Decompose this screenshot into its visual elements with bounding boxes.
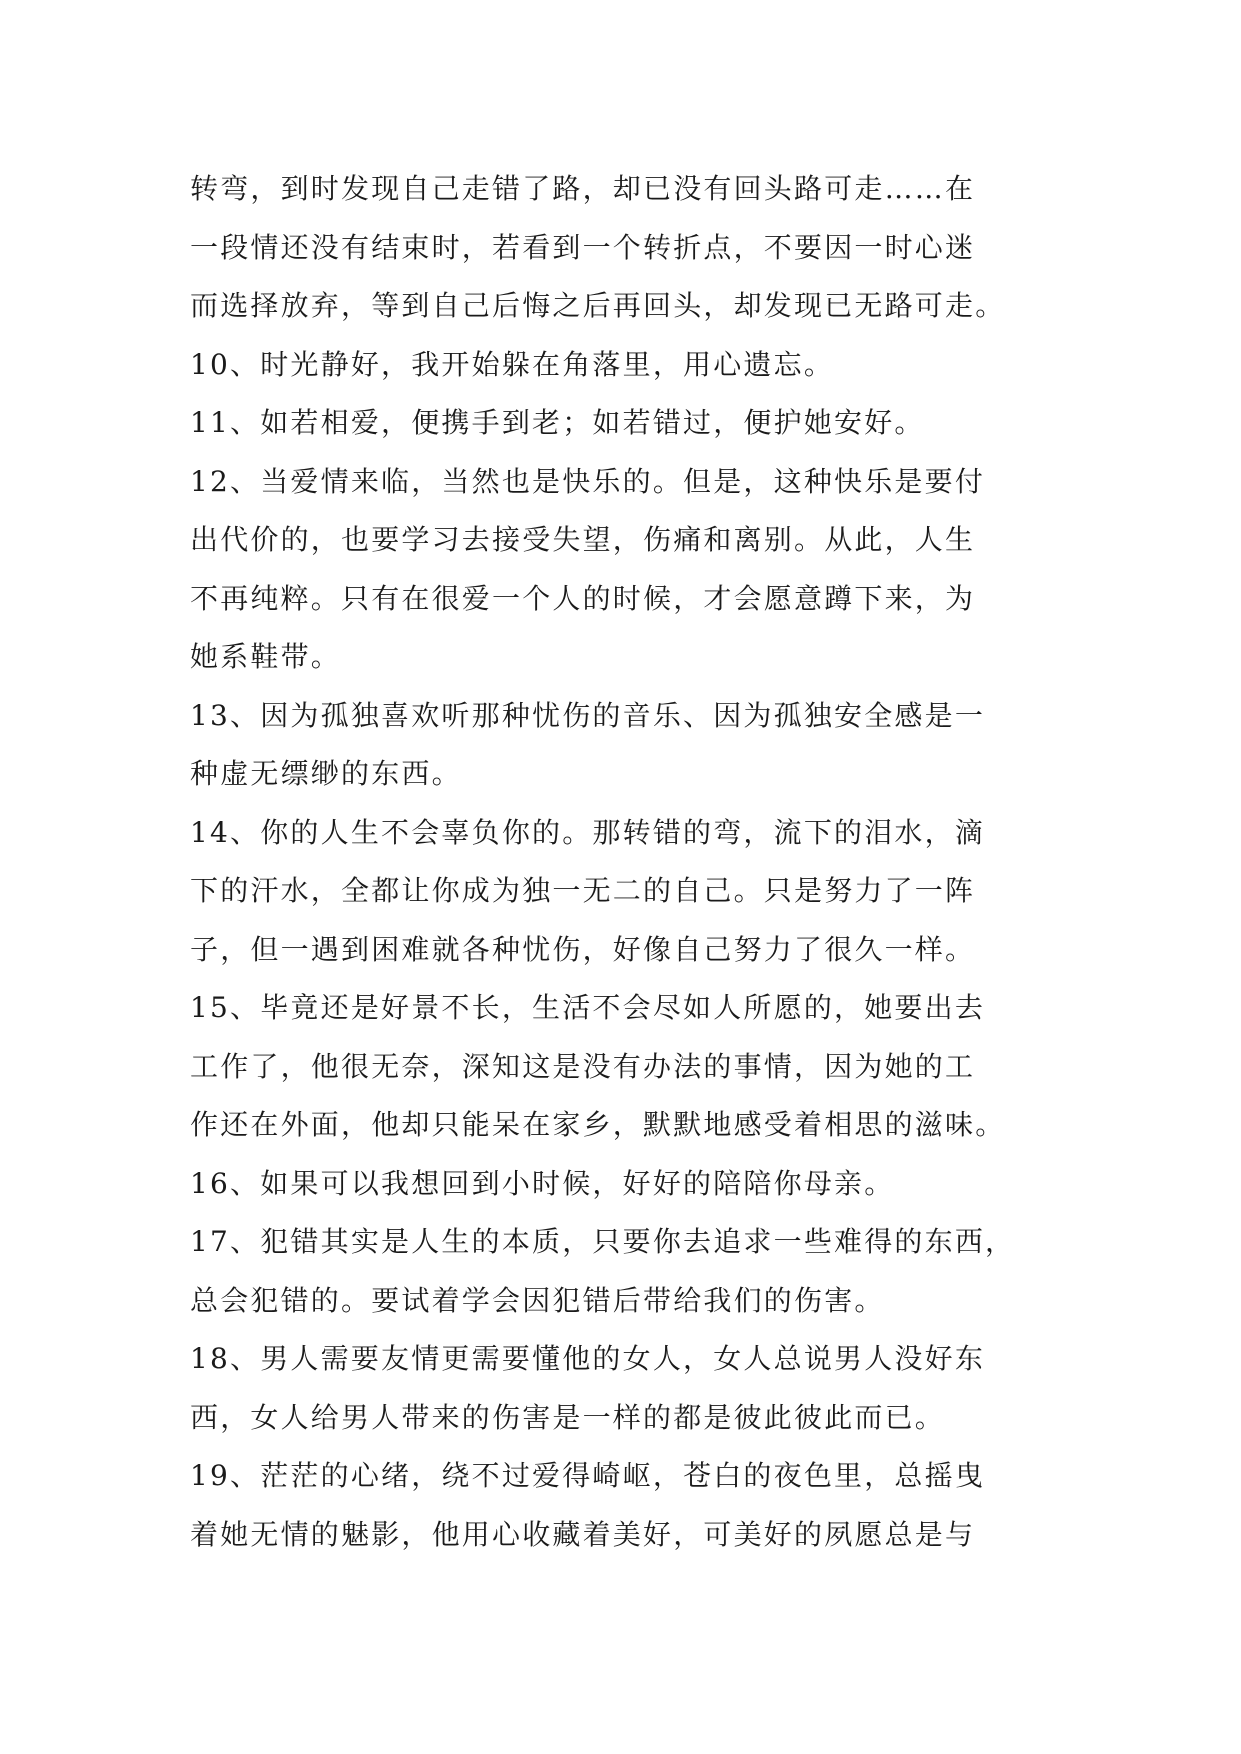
- text-line: 西，女人给男人带来的伤害是一样的都是彼此彼此而已。: [190, 1400, 946, 1434]
- text-line: 下的汗水，全都让你成为独一无二的自己。只是努力了一阵: [190, 874, 976, 907]
- text-line: 13、因为孤独喜欢听那种忧伤的音乐、因为孤独安全感是一: [190, 698, 986, 732]
- text-line: 总会犯错的。要试着学会因犯错后带给我们的伤害。: [190, 1283, 885, 1317]
- text-line: 不再纯粹。只有在很爱一个人的时候，才会愿意蹲下来，为: [190, 581, 976, 615]
- text-line: 转弯，到时发现自己走错了路，却已没有回头路可走……在: [190, 172, 976, 205]
- text-line: 14、你的人生不会辜负你的。那转错的弯，流下的泪水，滴: [190, 815, 986, 849]
- text-line: 11、如若相爱，便携手到老；如若错过，便护她安好。: [190, 406, 925, 439]
- text-line: 15、毕竟还是好景不长，生活不会尽如人所愿的，她要出去: [190, 991, 986, 1024]
- text-line: 12、当爱情来临，当然也是快乐的。但是，这种快乐是要付: [190, 464, 986, 498]
- text-line: 子，但一遇到困难就各种忧伤，好像自己努力了很久一样。: [190, 932, 976, 966]
- text-line: 作还在外面，他却只能呆在家乡，默默地感受着相思的滋味。: [190, 1108, 1006, 1141]
- text-line: 工作了，他很无奈，深知这是没有办法的事情，因为她的工: [190, 1049, 976, 1083]
- text-line: 出代价的，也要学习去接受失望，伤痛和离别。从此，人生: [190, 523, 976, 556]
- text-line: 种虚无缥缈的东西。: [190, 757, 462, 790]
- text-line: 18、男人需要友情更需要懂他的女人，女人总说男人没好东: [190, 1342, 986, 1375]
- text-line: 而选择放弃，等到自己后悔之后再回头，却发现已无路可走。: [190, 289, 1006, 322]
- text-line: 19、茫茫的心绪，绕不过爱得崎岖，苍白的夜色里，总摇曳: [190, 1459, 986, 1492]
- text-line: 她系鞋带。: [190, 640, 342, 673]
- document-body: [190, 160, 1070, 1564]
- text-line: 17、犯错其实是人生的本质，只要你去追求一些难得的东西，: [190, 1225, 1016, 1258]
- text-line: 一段情还没有结束时，若看到一个转折点，不要因一时心迷: [190, 230, 976, 264]
- text-line: 10、时光静好，我开始躲在角落里，用心遗忘。: [190, 347, 835, 381]
- text-line: 16、如果可以我想回到小时候，好好的陪陪你母亲。: [190, 1166, 895, 1200]
- text-line: 着她无情的魅影，他用心收藏着美好，可美好的夙愿总是与: [190, 1517, 976, 1551]
